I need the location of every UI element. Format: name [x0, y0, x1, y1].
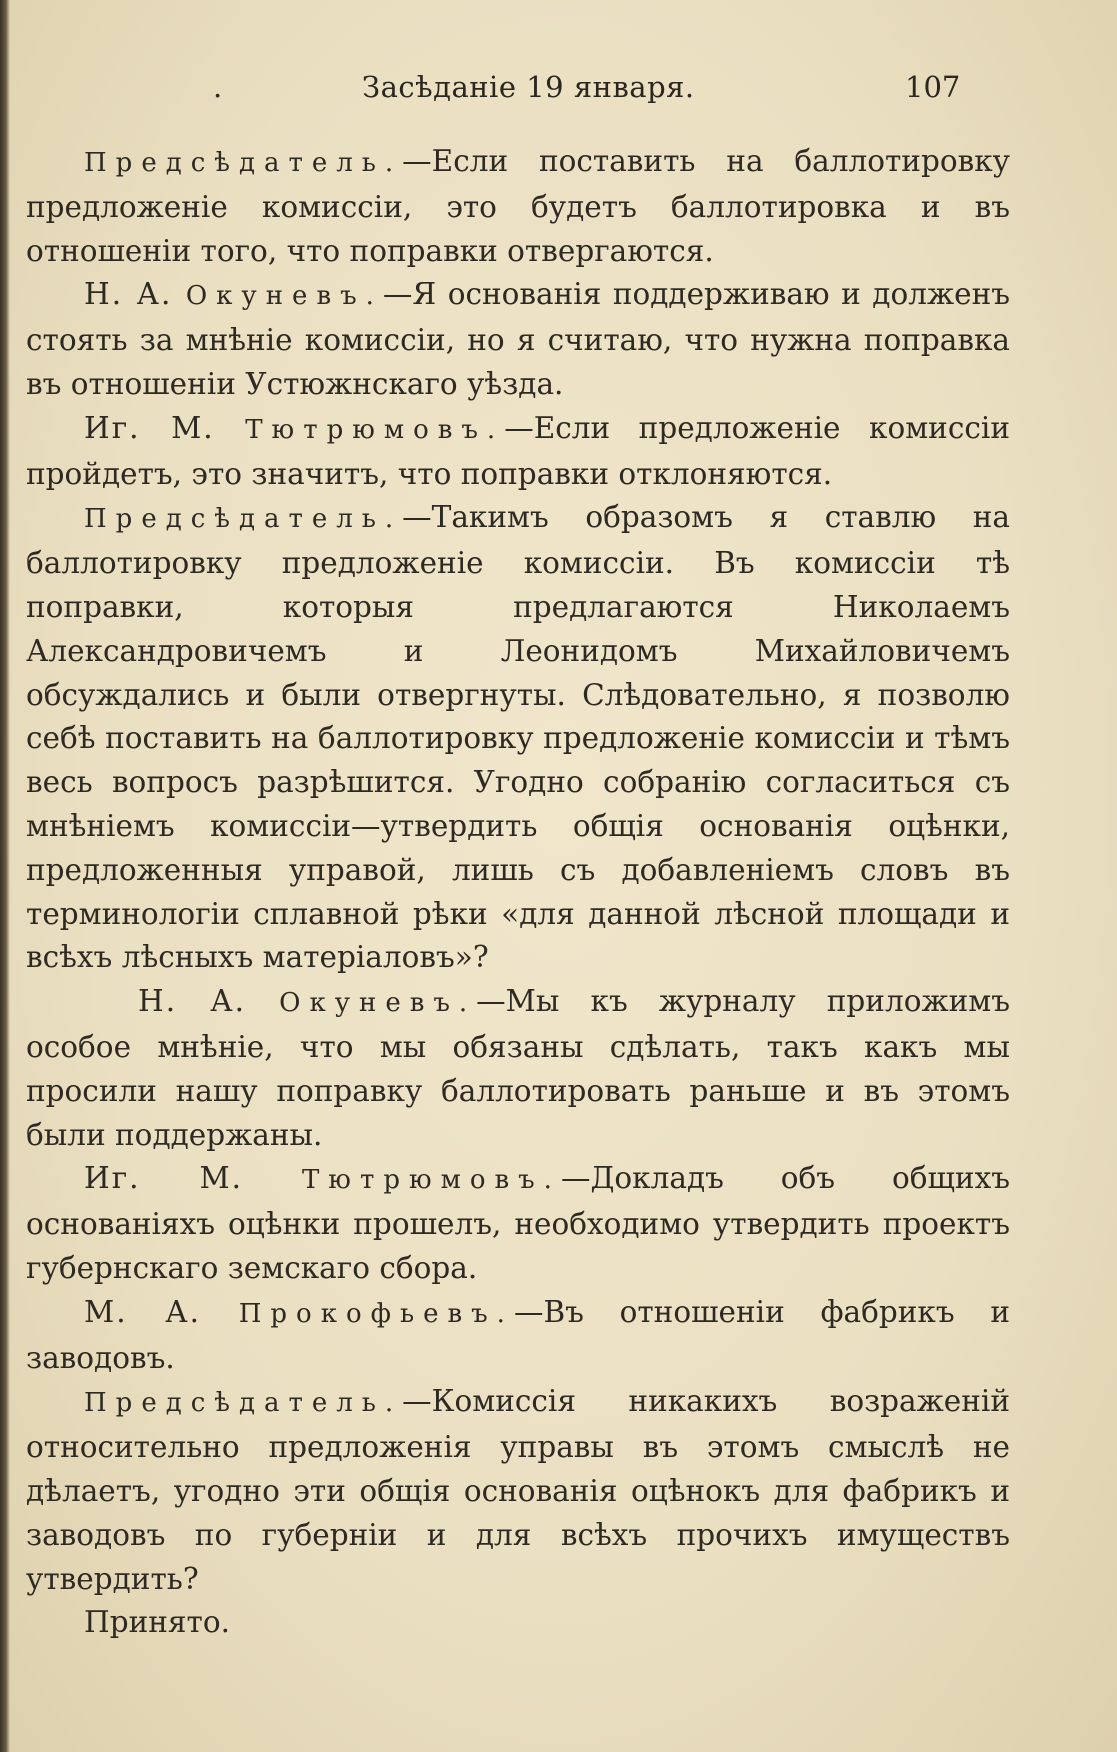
speaker-initials: Иг. М.: [84, 1161, 302, 1196]
speaker-name: Окуневъ.: [185, 281, 383, 312]
speaker-name: Предсѣдатель.: [84, 1388, 403, 1419]
paragraph: [26, 1601, 1010, 1647]
speaker-initials: Н. А.: [138, 984, 280, 1019]
paragraph-text: —Въ отношеніи фабрикъ и заводовъ.: [26, 1294, 1010, 1375]
speaker-name: Тютрюмовъ.: [301, 1165, 561, 1196]
paragraph-text: —Докладъ объ общихъ основаніяхъ оцѣнки прошелъ, необходимо утвердить проектъ губернскаго земскаго сбора.: [26, 1161, 1010, 1285]
book-spine-shadow: [0, 0, 10, 1752]
paragraph: [26, 407, 1010, 497]
speaker-name: Окуневъ.: [279, 988, 477, 1019]
header-dot: .: [213, 70, 223, 104]
header-title: Засѣданіе 19 января.: [362, 70, 695, 104]
speaker-name: Предсѣдатель.: [84, 504, 403, 535]
document-body: [26, 140, 1010, 1647]
paragraph: [26, 140, 1010, 273]
paragraph-text: —Комиссія никакихъ возраженій относительно предложенія управы въ этомъ смыслѣ не дѣлаетъ, угодно эти общія основанія оцѣнокъ для фабрикъ и заводовъ по губерніи и для всѣхъ прочихъ имуществъ утвердить?: [26, 1384, 1010, 1596]
paragraph-text: —Мы къ журналу приложимъ особое мнѣніе, что мы обязаны сдѣлать, такъ какъ мы просили нашу поправку баллотировать раньше и въ этомъ были поддержаны.: [26, 984, 1010, 1152]
speaker-initials: Н. А.: [84, 277, 186, 312]
paragraph-text: —Если поставить на баллотировку предложеніе комиссіи, это будетъ баллотировка и въ отношеніи того, что поправки отвергаются.: [26, 144, 1010, 268]
running-header: [0, 70, 1117, 120]
speaker-initials: М. А.: [84, 1294, 239, 1329]
paragraph-text: Принято.: [84, 1605, 231, 1640]
page-number: 107: [905, 70, 961, 104]
paragraph: [26, 496, 1010, 980]
paragraph: [26, 1291, 1010, 1381]
paragraph: [26, 980, 1010, 1157]
paragraph-text: —Я основанія поддерживаю и долженъ стоять за мнѣніе комиссіи, но я считаю, что нужна поправка въ отношеніи Устюжнскаго уѣзда.: [26, 277, 1010, 401]
speaker-name: Предсѣдатель.: [84, 148, 403, 178]
paragraph: [26, 273, 1010, 406]
paragraph-text: —Если предложеніе комиссіи пройдетъ, это значитъ, что поправки отклоняются.: [26, 410, 1010, 491]
speaker-name: Тютрюмовъ.: [245, 414, 505, 445]
speaker-initials: Иг. М.: [84, 410, 246, 445]
paragraph: [26, 1380, 1010, 1601]
paragraph-text: —Такимъ образомъ я ставлю на баллотировку предложеніе комиссіи. Въ комиссіи тѣ поправки, которыя предлагаются Николаемъ Александровичемъ и Леонидомъ Михайловичемъ обсуждались и были отвергнуты. Слѣдовательно, я позволю себѣ поставить на баллотировку предложеніе комиссіи и тѣмъ весь вопросъ разрѣшится. Угодно собранію согласиться съ мнѣніемъ комиссіи—утвердить общія основанія оцѣнки, предложенныя управой, лишь съ добавленіемъ словъ въ терминологіи сплавной рѣки «для данной лѣсной площади и всѣхъ лѣсныхъ матеріаловъ»?: [26, 500, 1010, 975]
speaker-name: Прокофьевъ.: [238, 1298, 514, 1329]
paragraph: [26, 1157, 1010, 1290]
